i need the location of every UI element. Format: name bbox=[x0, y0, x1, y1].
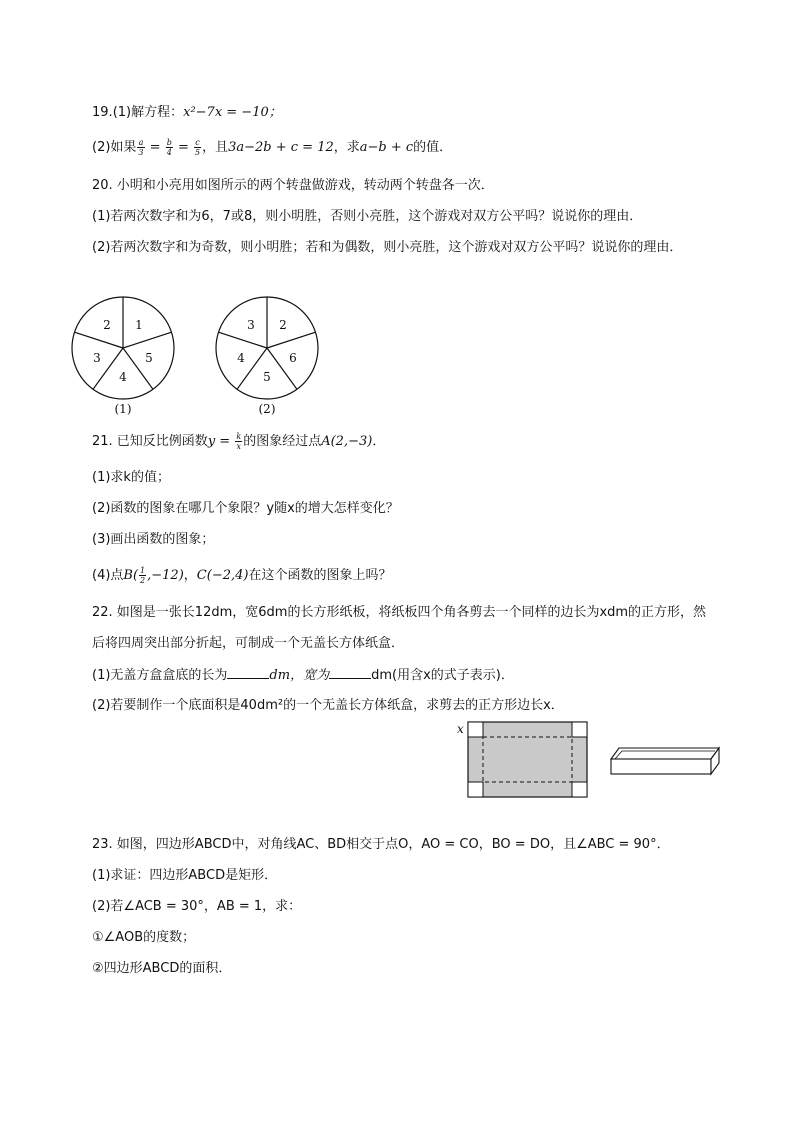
fraction-k-x bbox=[235, 432, 242, 451]
q19-part2 bbox=[92, 138, 452, 157]
wheel1-sector-1: 1 bbox=[135, 318, 143, 332]
q22-p1-a: (1)无盖方盒盒底的长为 bbox=[92, 668, 228, 683]
q21-part2: (2)函数的图象在哪几个象限？y随x的增大怎样变化？ bbox=[92, 501, 399, 516]
q20-part2: (2)若两次数字和为奇数，则小明胜；若和为偶数，则小亮胜，这个游戏对双方公平吗？说说你的理由． bbox=[92, 240, 683, 255]
equals-sign: = bbox=[215, 434, 235, 449]
q19-condition: 3a−2b + c = 12 bbox=[228, 140, 334, 155]
q19-p2-end: 的值． bbox=[413, 140, 453, 155]
point-A: A(2,−3) bbox=[321, 434, 373, 449]
q21-p4-end: 在这个函数的图象上吗？ bbox=[248, 568, 392, 583]
q19-part1 bbox=[92, 104, 282, 122]
q19-equation: x²−7x = −10； bbox=[183, 105, 282, 120]
equals-sign: = bbox=[173, 140, 193, 155]
q19-expression: a−b + c bbox=[359, 140, 414, 155]
q21-part4 bbox=[92, 566, 391, 585]
q21-p4-lead: (4)点 bbox=[92, 568, 124, 583]
fraction-a-3 bbox=[137, 138, 144, 157]
q21-end: ． bbox=[372, 434, 386, 449]
frac-num: 1 bbox=[140, 566, 146, 575]
q19-number: 19. bbox=[92, 105, 113, 120]
q23-part2: (2)若∠ACB = 30°，AB = 1，求： bbox=[92, 899, 302, 914]
func-y: y bbox=[207, 434, 216, 449]
wheel1-sector-4: 4 bbox=[119, 370, 127, 384]
open-box-figure bbox=[608, 745, 720, 777]
point-C: C(−2,4) bbox=[196, 568, 249, 583]
spinner-wheel-2 bbox=[214, 295, 324, 420]
q21-part1: (1)求k的值； bbox=[92, 470, 170, 485]
wheel1-sector-3: 3 bbox=[93, 351, 101, 365]
q20-stem: 20. 小明和小亮用如图所示的两个转盘做游戏，转动两个转盘各一次． bbox=[92, 178, 494, 193]
wheel2-sector-2: 2 bbox=[279, 318, 287, 332]
wheel1-sector-5: 5 bbox=[145, 351, 153, 365]
frac-den: 4 bbox=[166, 148, 172, 157]
answer-blank-length[interactable] bbox=[227, 666, 269, 679]
frac-num: b bbox=[166, 138, 172, 147]
frac-den: 5 bbox=[194, 148, 201, 157]
fraction-b-4 bbox=[166, 138, 173, 157]
q23-stem: 23. 如图，四边形ABCD中，对角线AC、BD相交于点O，AO = CO，BO = DO，且∠ABC = 90°． bbox=[92, 837, 670, 852]
separator: ， bbox=[183, 568, 197, 583]
q23-sub2: ②四边形ABCD的面积． bbox=[92, 961, 232, 976]
frac-den: 2 bbox=[140, 576, 146, 585]
q20-part1: (1)若两次数字和为6，7或8，则小明胜，否则小亮胜，这个游戏对双方公平吗？说说你的理由． bbox=[92, 209, 643, 224]
q19-p2-ask: ，求 bbox=[333, 140, 360, 155]
fraction-1-2 bbox=[139, 566, 146, 585]
q22-line1: 22. 如图是一张长12dm，宽6dm的长方形纸板，将纸板四个角各剪去一个同样的边长为xdm的正方形，然 bbox=[92, 605, 707, 620]
wheel2-sector-3: 3 bbox=[247, 318, 255, 332]
frac-den: x bbox=[236, 442, 242, 451]
wheel1-sector-2: 2 bbox=[103, 318, 111, 332]
q22-part1 bbox=[92, 666, 514, 685]
q22-p1-b: dm，宽为 bbox=[269, 668, 330, 683]
frac-num: a bbox=[138, 138, 144, 147]
q22-line2: 后将四周突出部分折起，可制成一个无盖长方体纸盒． bbox=[92, 636, 405, 651]
q23-sub1: ①∠AOB的度数； bbox=[92, 930, 196, 945]
q22-p1-c: dm(用含x的式子表示)． bbox=[371, 668, 514, 683]
frac-den: 3 bbox=[138, 148, 144, 157]
cut-label-x: x bbox=[457, 722, 464, 736]
fraction-c-5 bbox=[194, 138, 201, 157]
point-B-open: B( bbox=[123, 568, 139, 583]
answer-blank-width[interactable] bbox=[329, 666, 371, 679]
q19-p2-mid: ，且 bbox=[202, 140, 229, 155]
spinner-wheel-1 bbox=[70, 295, 180, 420]
q23-part1: (1)求证：四边形ABCD是矩形． bbox=[92, 868, 278, 883]
q19-p2-lead: (2)如果 bbox=[92, 140, 137, 155]
wheel2-sector-5: 5 bbox=[263, 370, 271, 384]
equals-sign: = bbox=[145, 140, 165, 155]
point-B-close: ,−12) bbox=[147, 568, 184, 583]
q21-mid: 的图象经过点 bbox=[243, 434, 322, 449]
q19-p1-lead: (1)解方程： bbox=[112, 105, 184, 120]
q21-part3: (3)画出函数的图象； bbox=[92, 532, 215, 547]
wheel2-sector-4: 4 bbox=[237, 351, 245, 365]
wheel2-caption: (2) bbox=[258, 402, 276, 416]
cardboard-figure bbox=[455, 718, 595, 800]
wheel2-sector-6: 6 bbox=[289, 351, 297, 365]
q21-stem bbox=[92, 432, 385, 451]
frac-num: k bbox=[236, 432, 242, 441]
q21-lead: 21. 已知反比例函数 bbox=[92, 434, 208, 449]
q22-part2: (2)若要制作一个底面积是40dm²的一个无盖长方体纸盒，求剪去的正方形边长x． bbox=[92, 698, 564, 713]
frac-num: c bbox=[195, 138, 200, 147]
wheel1-caption: (1) bbox=[114, 402, 132, 416]
